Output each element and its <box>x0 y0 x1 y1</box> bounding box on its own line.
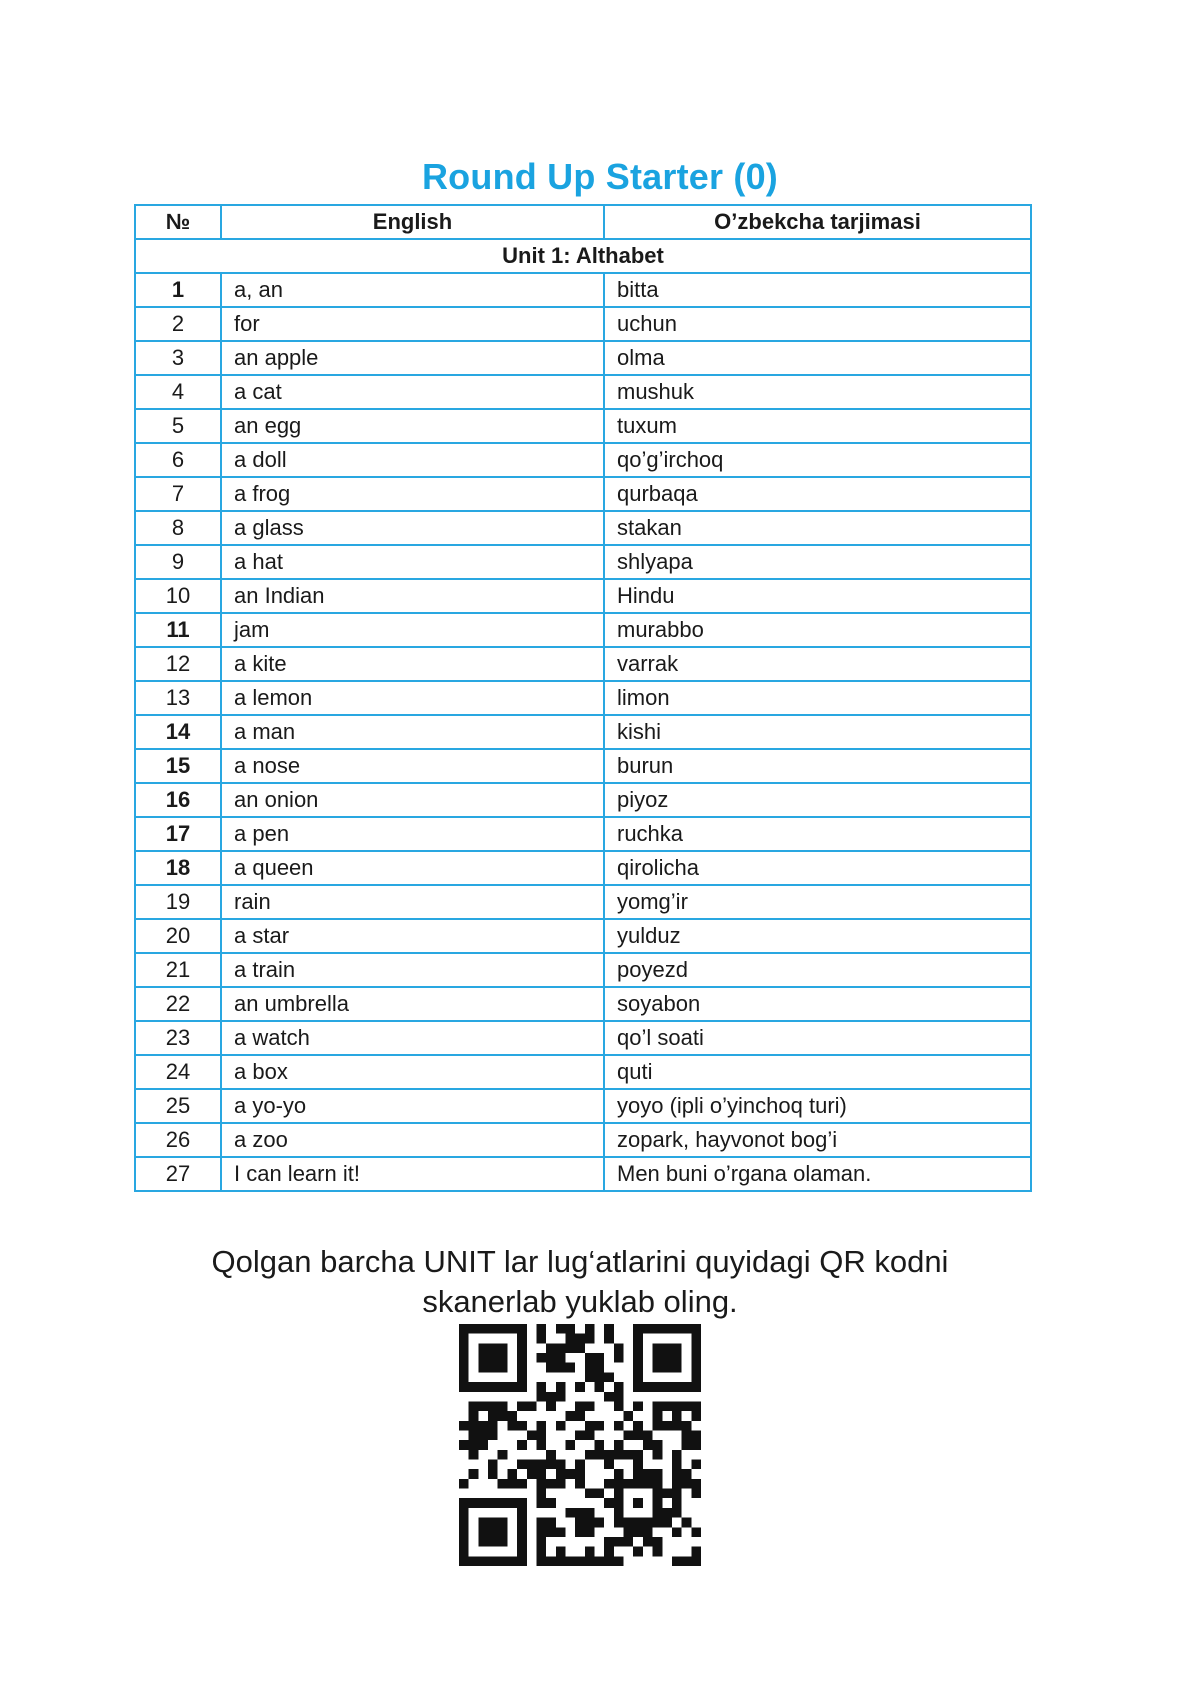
uzbek-translation: Men buni o’rgana olaman. <box>604 1157 1031 1191</box>
row-number: 8 <box>135 511 221 545</box>
table-row <box>135 443 1031 477</box>
uzbek-translation: shlyapa <box>604 545 1031 579</box>
table-row <box>135 953 1031 987</box>
english-word: a doll <box>221 443 604 477</box>
english-word: an onion <box>221 783 604 817</box>
row-number: 27 <box>135 1157 221 1191</box>
uzbek-translation: olma <box>604 341 1031 375</box>
english-word: a man <box>221 715 604 749</box>
english-word: a box <box>221 1055 604 1089</box>
table-row <box>135 409 1031 443</box>
uzbek-translation: mushuk <box>604 375 1031 409</box>
uzbek-translation: limon <box>604 681 1031 715</box>
table-row <box>135 1021 1031 1055</box>
vocabulary-table <box>134 204 1032 1192</box>
uzbek-translation: zopark, hayvonot bog’i <box>604 1123 1031 1157</box>
uzbek-translation: soyabon <box>604 987 1031 1021</box>
uzbek-translation: piyoz <box>604 783 1031 817</box>
english-word: I can learn it! <box>221 1157 604 1191</box>
table-row <box>135 375 1031 409</box>
row-number: 15 <box>135 749 221 783</box>
english-word: an egg <box>221 409 604 443</box>
english-word: a glass <box>221 511 604 545</box>
english-word: a kite <box>221 647 604 681</box>
uzbek-translation: poyezd <box>604 953 1031 987</box>
page-title: Round Up Starter (0) <box>421 156 778 197</box>
table-row <box>135 647 1031 681</box>
row-number: 11 <box>135 613 221 647</box>
english-word: a nose <box>221 749 604 783</box>
row-number: 20 <box>135 919 221 953</box>
unit-title: Unit 1: Althabet <box>135 239 1031 273</box>
table-row <box>135 579 1031 613</box>
table-row <box>135 1123 1031 1157</box>
table-row <box>135 919 1031 953</box>
table-row <box>135 783 1031 817</box>
row-number: 23 <box>135 1021 221 1055</box>
english-word: a train <box>221 953 604 987</box>
english-word: a hat <box>221 545 604 579</box>
table-row <box>135 749 1031 783</box>
caption-line-1: Qolgan barcha UNIT lar lug‘atlarini quyidagi QR kodni <box>211 1244 949 1279</box>
qr-code-icon[interactable] <box>459 1324 701 1566</box>
unit-row <box>135 239 1031 273</box>
table-row <box>135 715 1031 749</box>
row-number: 22 <box>135 987 221 1021</box>
uzbek-translation: ruchka <box>604 817 1031 851</box>
qr-caption <box>0 1242 1160 1322</box>
row-number: 25 <box>135 1089 221 1123</box>
table-row <box>135 511 1031 545</box>
english-word: a yo-yo <box>221 1089 604 1123</box>
uzbek-translation: stakan <box>604 511 1031 545</box>
uzbek-translation: varrak <box>604 647 1031 681</box>
table-row <box>135 477 1031 511</box>
row-number: 19 <box>135 885 221 919</box>
english-word: an Indian <box>221 579 604 613</box>
row-number: 5 <box>135 409 221 443</box>
header-number: № <box>135 205 221 239</box>
uzbek-translation: Hindu <box>604 579 1031 613</box>
uzbek-translation: qo’l soati <box>604 1021 1031 1055</box>
english-word: a queen <box>221 851 604 885</box>
english-word: a, an <box>221 273 604 307</box>
row-number: 13 <box>135 681 221 715</box>
table-row <box>135 1157 1031 1191</box>
english-word: jam <box>221 613 604 647</box>
uzbek-translation: tuxum <box>604 409 1031 443</box>
row-number: 12 <box>135 647 221 681</box>
row-number: 18 <box>135 851 221 885</box>
uzbek-translation: qurbaqa <box>604 477 1031 511</box>
table-row <box>135 1055 1031 1089</box>
table-header-row <box>135 205 1031 239</box>
row-number: 21 <box>135 953 221 987</box>
row-number: 16 <box>135 783 221 817</box>
uzbek-translation: kishi <box>604 715 1031 749</box>
english-word: a star <box>221 919 604 953</box>
english-word: an apple <box>221 341 604 375</box>
uzbek-translation: qo’g’irchoq <box>604 443 1031 477</box>
row-number: 14 <box>135 715 221 749</box>
row-number: 3 <box>135 341 221 375</box>
table-row <box>135 987 1031 1021</box>
uzbek-translation: uchun <box>604 307 1031 341</box>
table-row <box>135 851 1031 885</box>
table-row <box>135 885 1031 919</box>
english-word: a pen <box>221 817 604 851</box>
table-row <box>135 545 1031 579</box>
table-row <box>135 681 1031 715</box>
english-word: a lemon <box>221 681 604 715</box>
header-english: English <box>221 205 604 239</box>
english-word: an umbrella <box>221 987 604 1021</box>
english-word: a zoo <box>221 1123 604 1157</box>
row-number: 26 <box>135 1123 221 1157</box>
row-number: 10 <box>135 579 221 613</box>
uzbek-translation: burun <box>604 749 1031 783</box>
english-word: a cat <box>221 375 604 409</box>
row-number: 24 <box>135 1055 221 1089</box>
row-number: 4 <box>135 375 221 409</box>
row-number: 17 <box>135 817 221 851</box>
uzbek-translation: yulduz <box>604 919 1031 953</box>
english-word: a watch <box>221 1021 604 1055</box>
row-number: 7 <box>135 477 221 511</box>
table-row <box>135 1089 1031 1123</box>
table-row <box>135 613 1031 647</box>
row-number: 2 <box>135 307 221 341</box>
row-number: 1 <box>135 273 221 307</box>
uzbek-translation: murabbo <box>604 613 1031 647</box>
row-number: 9 <box>135 545 221 579</box>
uzbek-translation: bitta <box>604 273 1031 307</box>
table-row <box>135 341 1031 375</box>
header-uzbek: O’zbekcha tarjimasi <box>604 205 1031 239</box>
uzbek-translation: yomg’ir <box>604 885 1031 919</box>
caption-line-2: skanerlab yuklab oling. <box>422 1284 738 1319</box>
uzbek-translation: quti <box>604 1055 1031 1089</box>
table-row <box>135 817 1031 851</box>
table-row <box>135 273 1031 307</box>
english-word: a frog <box>221 477 604 511</box>
uzbek-translation: yoyo (ipli o’yinchoq turi) <box>604 1089 1031 1123</box>
table-row <box>135 307 1031 341</box>
english-word: for <box>221 307 604 341</box>
uzbek-translation: qirolicha <box>604 851 1031 885</box>
row-number: 6 <box>135 443 221 477</box>
english-word: rain <box>221 885 604 919</box>
